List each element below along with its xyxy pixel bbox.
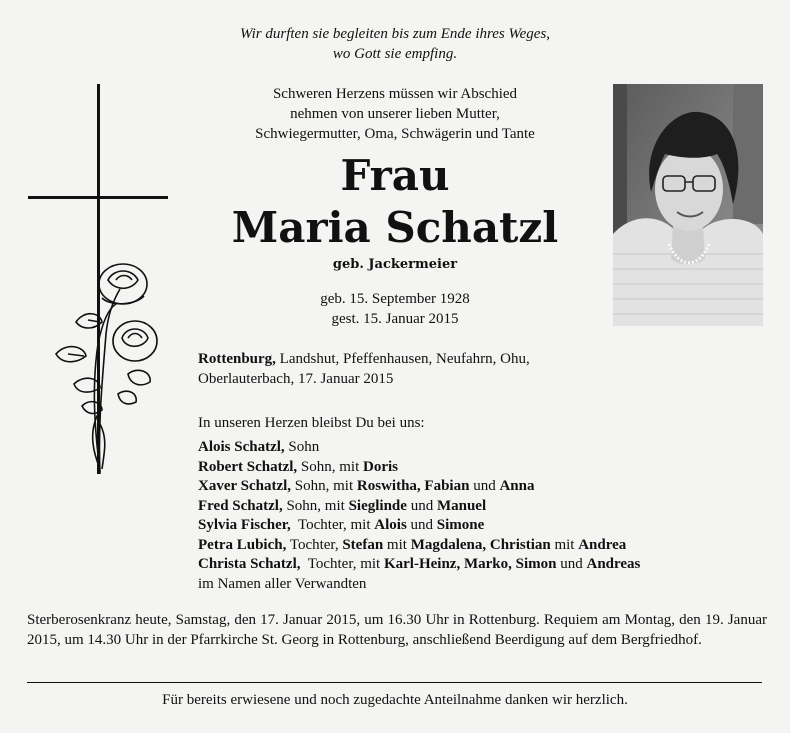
- cross-with-roses-icon: [28, 84, 168, 484]
- life-dates: [185, 289, 605, 329]
- list-item: Petra Lubich, Tochter, Stefan mit Magdalena, Christian mit Andrea: [198, 536, 627, 553]
- thanks-line: Für bereits erwiesene und noch zugedachte Anteilnahme danken wir herzlich.: [162, 692, 628, 708]
- deceased-title: Frau: [340, 151, 450, 200]
- place-and-date: [198, 350, 768, 389]
- remembrance-line: In unseren Herzen bleibst Du bei uns:: [198, 415, 425, 431]
- funeral-details: Sterberosenkranz heute, Samstag, den 17. Januar 2015, um 16.30 Uhr in Rottenburg. Requiem am Montag, den 19. Januar 2015, um 14.30 Uhr in der Pfarrkirche St. Georg in Rottenburg, anschließend Beerdigung auf dem Bergfriedhof.: [27, 612, 767, 648]
- list-item: Sylvia Fischer, Tochter, mit Alois und Simone: [198, 517, 485, 533]
- list-item: Alois Schatzl, Sohn: [198, 439, 320, 455]
- place-line-2: Oberlauterbach, 17. Januar 2015: [198, 370, 394, 387]
- birth-date: geb. 15. September 1928: [320, 291, 470, 307]
- list-item: Fred Schatzl, Sohn, mit Sieglinde und Manuel: [198, 497, 487, 514]
- intro-line-3: Schwiegermutter, Oma, Schwägerin und Tante: [255, 126, 535, 142]
- list-item: Xaver Schatzl, Sohn, mit Roswitha, Fabian und Anna: [198, 478, 535, 494]
- list-item: Christa Schatzl, Tochter, mit Karl-Heinz, Marko, Simon und Andreas: [198, 556, 641, 572]
- place-others: Landshut, Pfeffenhausen, Neufahrn, Ohu,: [275, 351, 530, 367]
- opening-quote: [0, 24, 790, 64]
- place-main: Rottenburg,: [198, 351, 276, 367]
- list-item: Robert Schatzl, Sohn, mit Doris: [198, 458, 399, 475]
- maiden-name: geb. Jackermeier: [332, 257, 458, 272]
- portrait-photo: [613, 84, 763, 326]
- family-list: [198, 438, 768, 594]
- quote-line-1: Wir durften sie begleiten bis zum Ende ihres Weges,: [239, 26, 551, 42]
- death-date: gest. 15. Januar 2015: [331, 311, 459, 327]
- deceased-name: Maria Schatzl: [231, 203, 559, 252]
- quote-line-2: wo Gott sie empfing.: [332, 46, 458, 62]
- divider: [27, 682, 762, 683]
- intro-line-2: nehmen von unserer lieben Mutter,: [290, 106, 500, 122]
- intro-text: [185, 84, 605, 144]
- intro-line-1: Schweren Herzens müssen wir Abschied: [272, 86, 518, 102]
- list-item: im Namen aller Verwandten: [198, 575, 367, 592]
